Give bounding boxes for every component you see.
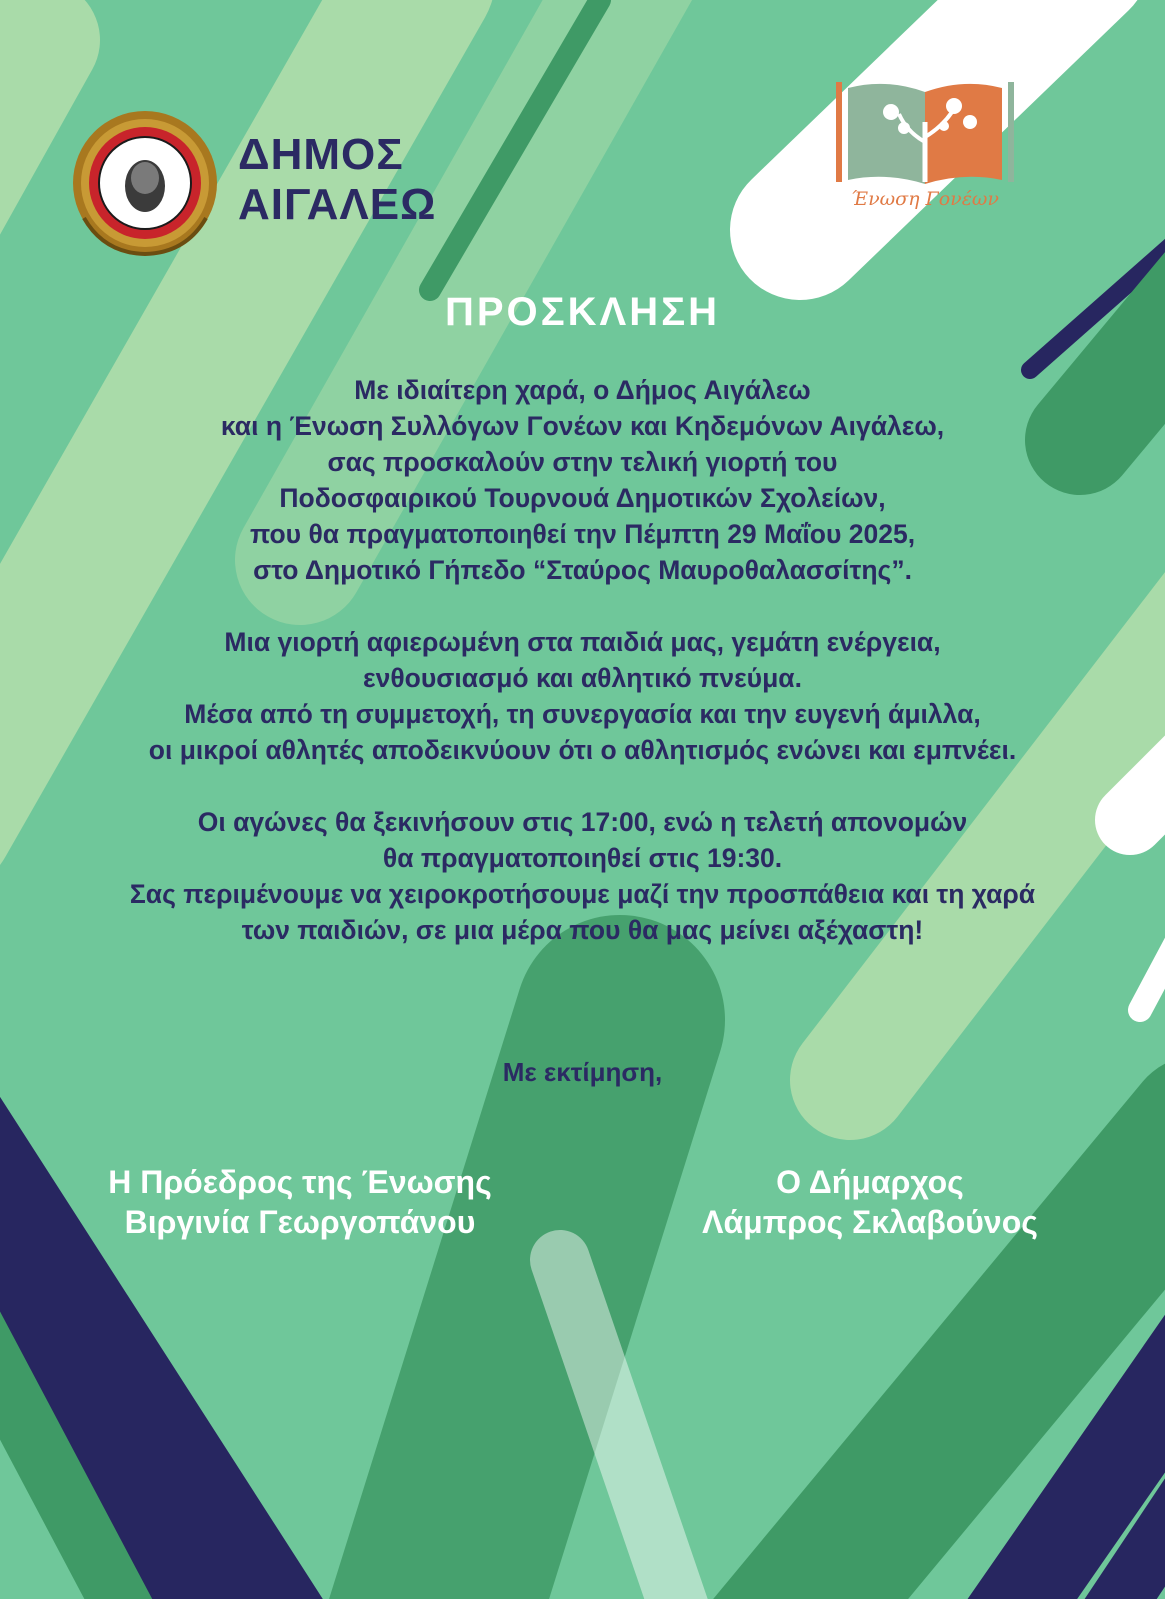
closing-greeting: Με εκτίμηση,	[502, 1057, 663, 1087]
municipality-name	[238, 130, 436, 230]
open-book-tree-icon	[836, 82, 1014, 192]
body-line: Μια γιορτή αφιερωμένη στα παιδιά μας, γεμάτη ενέργεια,	[224, 627, 941, 657]
body-line: Με ιδιαίτερη χαρά, ο Δήμος Αιγάλεω	[354, 375, 811, 405]
signature-president	[40, 1162, 560, 1242]
signature-mayor	[610, 1162, 1130, 1242]
parents-union-caption: Ένωση Γονέων	[851, 188, 999, 210]
parents-union-logo	[836, 82, 1014, 232]
body-line: οι μικροί αθλητές αποδεικνύουν ότι ο αθλητισμός ενώνει και εμπνέει.	[148, 735, 1017, 765]
signature-name: Βιργινία Γεωργοπάνου	[124, 1204, 476, 1240]
body-line: Σας περιμένουμε να χειροκροτήσουμε μαζί την προσπάθεια και τη χαρά	[129, 879, 1036, 909]
invitation-title: ΠΡΟΣΚΛΗΣΗ	[444, 290, 721, 334]
signature-role: Ο Δήμαρχος	[776, 1164, 964, 1200]
municipality-seal-icon	[70, 108, 220, 258]
body-line: Ποδοσφαιρικού Τουρνουά Δημοτικών Σχολείων,	[279, 483, 886, 513]
body-line: Μέσα από τη συμμετοχή, τη συνεργασία και την ευγενή άμιλλα,	[184, 699, 981, 729]
body-line: ενθουσιασμό και αθλητικό πνεύμα.	[363, 663, 802, 693]
invitation-body	[20, 372, 1145, 984]
paragraph-announcement	[20, 372, 1145, 588]
paragraph-description	[20, 624, 1145, 768]
signature-role: Η Πρόεδρος της Ένωσης	[108, 1164, 492, 1200]
paragraph-schedule	[20, 804, 1145, 948]
signature-name: Λάμπρος Σκλαβούνος	[702, 1204, 1038, 1240]
municipality-header	[70, 108, 490, 258]
body-line: στο Δημοτικό Γήπεδο “Σταύρος Μαυροθαλασσίτης”.	[253, 555, 912, 585]
municipality-name-line: ΔΗΜΟΣ	[238, 130, 404, 179]
body-line: θα πραγματοποιηθεί στις 19:30.	[382, 843, 783, 873]
body-line: σας προσκαλούν στην τελική γιορτή του	[327, 447, 838, 477]
municipality-name-line: ΑΙΓΑΛΕΩ	[238, 180, 437, 229]
body-line: και η Ένωση Συλλόγων Γονέων και Κηδεμόνων Αιγάλεω,	[220, 411, 945, 441]
body-line: που θα πραγματοποιηθεί την Πέμπτη 29 Μαΐου 2025,	[249, 519, 916, 549]
body-line: Οι αγώνες θα ξεκινήσουν στις 17:00, ενώ η τελετή απονομών	[197, 807, 968, 837]
body-line: των παιδιών, σε μια μέρα που θα μας μείνει αξέχαστη!	[241, 915, 924, 945]
